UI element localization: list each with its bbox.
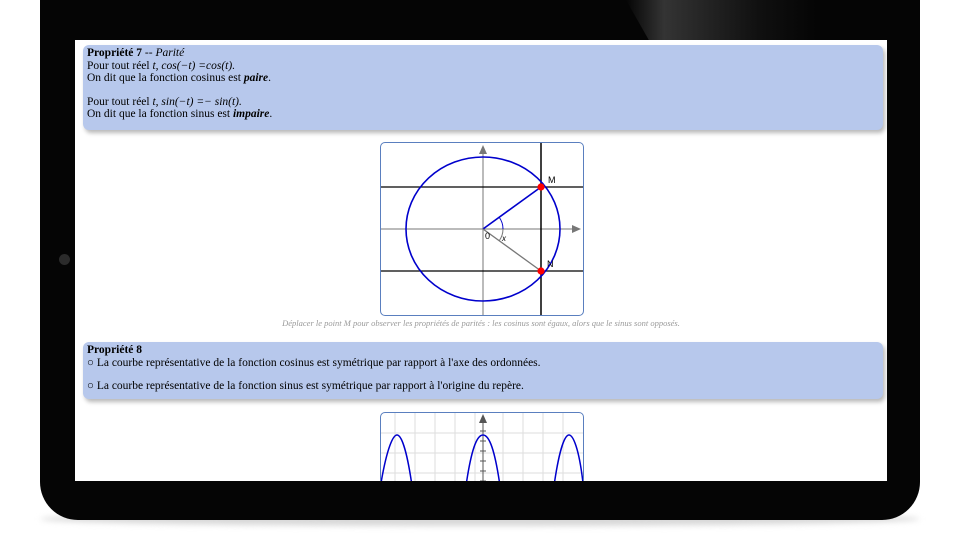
unit-circle-figure: [380, 142, 584, 316]
cos-formula: t, cos(−t) =cos(t).: [152, 59, 236, 72]
x-axis-arrow-icon: [572, 225, 581, 233]
sin-formula: t, sin(−t) =− sin(t).: [152, 95, 242, 108]
cos-symmetry-item: ○ La courbe représentative de la fonction cosinus est symétrique par rapport à l'axe des ordonnées.: [87, 356, 541, 369]
cosine-graph-canvas: [381, 413, 583, 481]
angle-arc: [499, 217, 503, 229]
unit-circle-canvas: [381, 143, 583, 315]
label-angle: x: [502, 234, 506, 243]
property-7-box: [83, 45, 883, 130]
screen: [75, 40, 887, 481]
radius-om: [483, 187, 541, 229]
cosine-graph-figure: [380, 412, 584, 481]
property-7-heading: [87, 47, 879, 60]
screen-glare: [626, 0, 816, 40]
label-m: M: [548, 175, 556, 185]
camera-icon: [59, 254, 70, 265]
property-7-separator: --: [144, 47, 153, 59]
property-8-title: Propriété 8: [87, 344, 143, 356]
label-origin: 0: [485, 231, 491, 241]
property-7-subtitle: Parité: [155, 47, 185, 59]
property-8-box: [83, 342, 883, 399]
sin-odd-line: On dit que la fonction sinus est impaire.: [87, 108, 273, 121]
point-n: [537, 267, 544, 274]
sin-parity-line: Pour tout réel t, sin(−t) =− sin(t).: [87, 95, 242, 108]
label-n: N: [547, 259, 554, 269]
figure-caption: Déplacer le point M pour observer les propriétés de parités : les cosinus sont égaux, alors que le sinus sont opposés.: [282, 318, 680, 328]
radius-on: [483, 229, 541, 271]
y-axis-arrow-icon: [479, 145, 487, 154]
sin-symmetry-item: ○ La courbe représentative de la fonction sinus est symétrique par rapport à l'origine du repère.: [87, 380, 524, 393]
cos-even-line: On dit que la fonction cosinus est paire.: [87, 72, 271, 85]
cos-curve-left: [381, 435, 413, 481]
cos-parity-line: Pour tout réel t, cos(−t) =cos(t).: [87, 59, 236, 72]
property-7-title: Propriété 7: [87, 47, 143, 59]
graph-y-arrow-icon: [479, 414, 487, 423]
even-term: paire: [243, 72, 269, 85]
cos-curve-right: [553, 435, 583, 481]
point-m[interactable]: [537, 183, 544, 190]
odd-term: impaire: [232, 108, 270, 121]
